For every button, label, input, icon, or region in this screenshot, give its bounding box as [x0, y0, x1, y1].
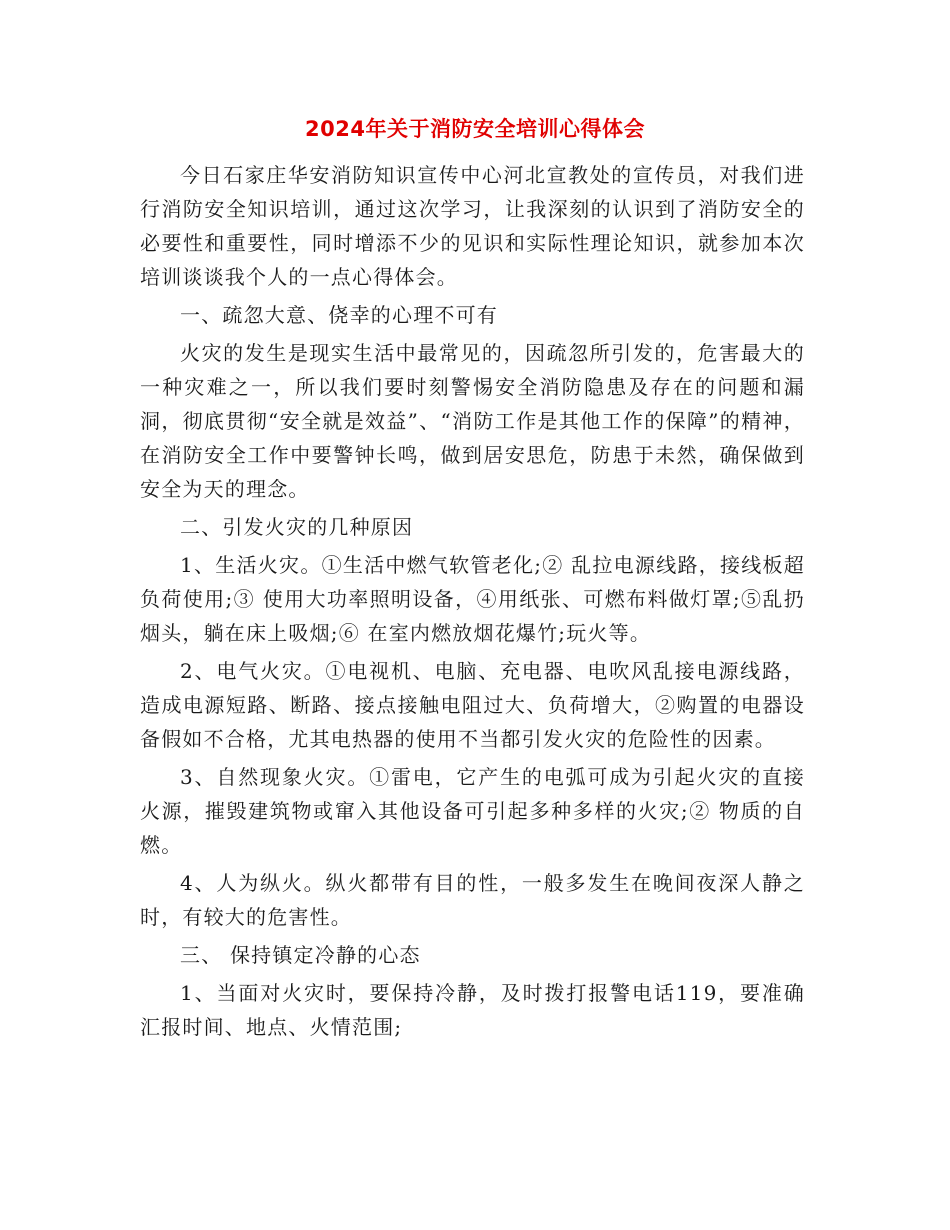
document-body [140, 158, 805, 1048]
paragraph-cause-4: 4、人为纵火。纵火都带有目的性，一般多发生在晚间夜深人静之时，有较大的危害性。 [140, 871, 805, 929]
section-heading-1: 一、疏忽大意、侥幸的心理不可有 [180, 303, 498, 327]
section-heading-3: 三、 保持镇定冷静的心态 [180, 943, 421, 967]
paragraph-cause-2: 2、电气火灾。①电视机、电脑、充电器、电吹风乱接电源线路，造成电源短路、断路、接点接触电阻过大、负荷增大，②购置的电器设备假如不合格，尤其电热器的使用不当都引发火灾的危险性的因素。 [140, 659, 805, 751]
paragraph-cause-1: 1、生活火灾。①生活中燃气软管老化;② 乱拉电源线路，接线板超负荷使用;③ 使用大功率照明设备，④用纸张、可燃布料做灯罩;⑤乱扔烟头，躺在床上吸烟;⑥ 在室内燃放烟花爆竹;玩火等。 [140, 553, 805, 645]
paragraph-calm-1: 1、当面对火灾时，要保持冷静，及时拨打报警电话119，要准确汇报时间、地点、火情范围; [140, 981, 805, 1039]
paragraph-intro: 今日石家庄华安消防知识宣传中心河北宣教处的宣传员，对我们进行消防安全知识培训，通过这次学习，让我深刻的认识到了消防安全的必要性和重要性，同时增添不少的见识和实际性理论知识，就参加本次培训谈谈我个人的一点心得体会。 [140, 163, 805, 289]
section-heading-2: 二、引发火灾的几种原因 [180, 515, 414, 539]
document-title: 2024年关于消防安全培训心得体会 [305, 117, 645, 141]
paragraph-cause-3: 3、自然现象火灾。①雷电，它产生的电弧可成为引起火灾的直接火源，摧毁建筑物或窜入其他设备可引起多种多样的火灾;② 物质的自燃。 [140, 765, 805, 857]
paragraph-section-1: 火灾的发生是现实生活中最常见的，因疏忽所引发的，危害最大的一种灾难之一，所以我们要时刻警惕安全消防隐患及存在的问题和漏洞，彻底贯彻“安全就是效益”、“消防工作是其他工作的保障”的精神，在消防安全工作中要警钟长鸣，做到居安思危，防患于未然，确保做到安全为天的理念。 [140, 341, 805, 501]
